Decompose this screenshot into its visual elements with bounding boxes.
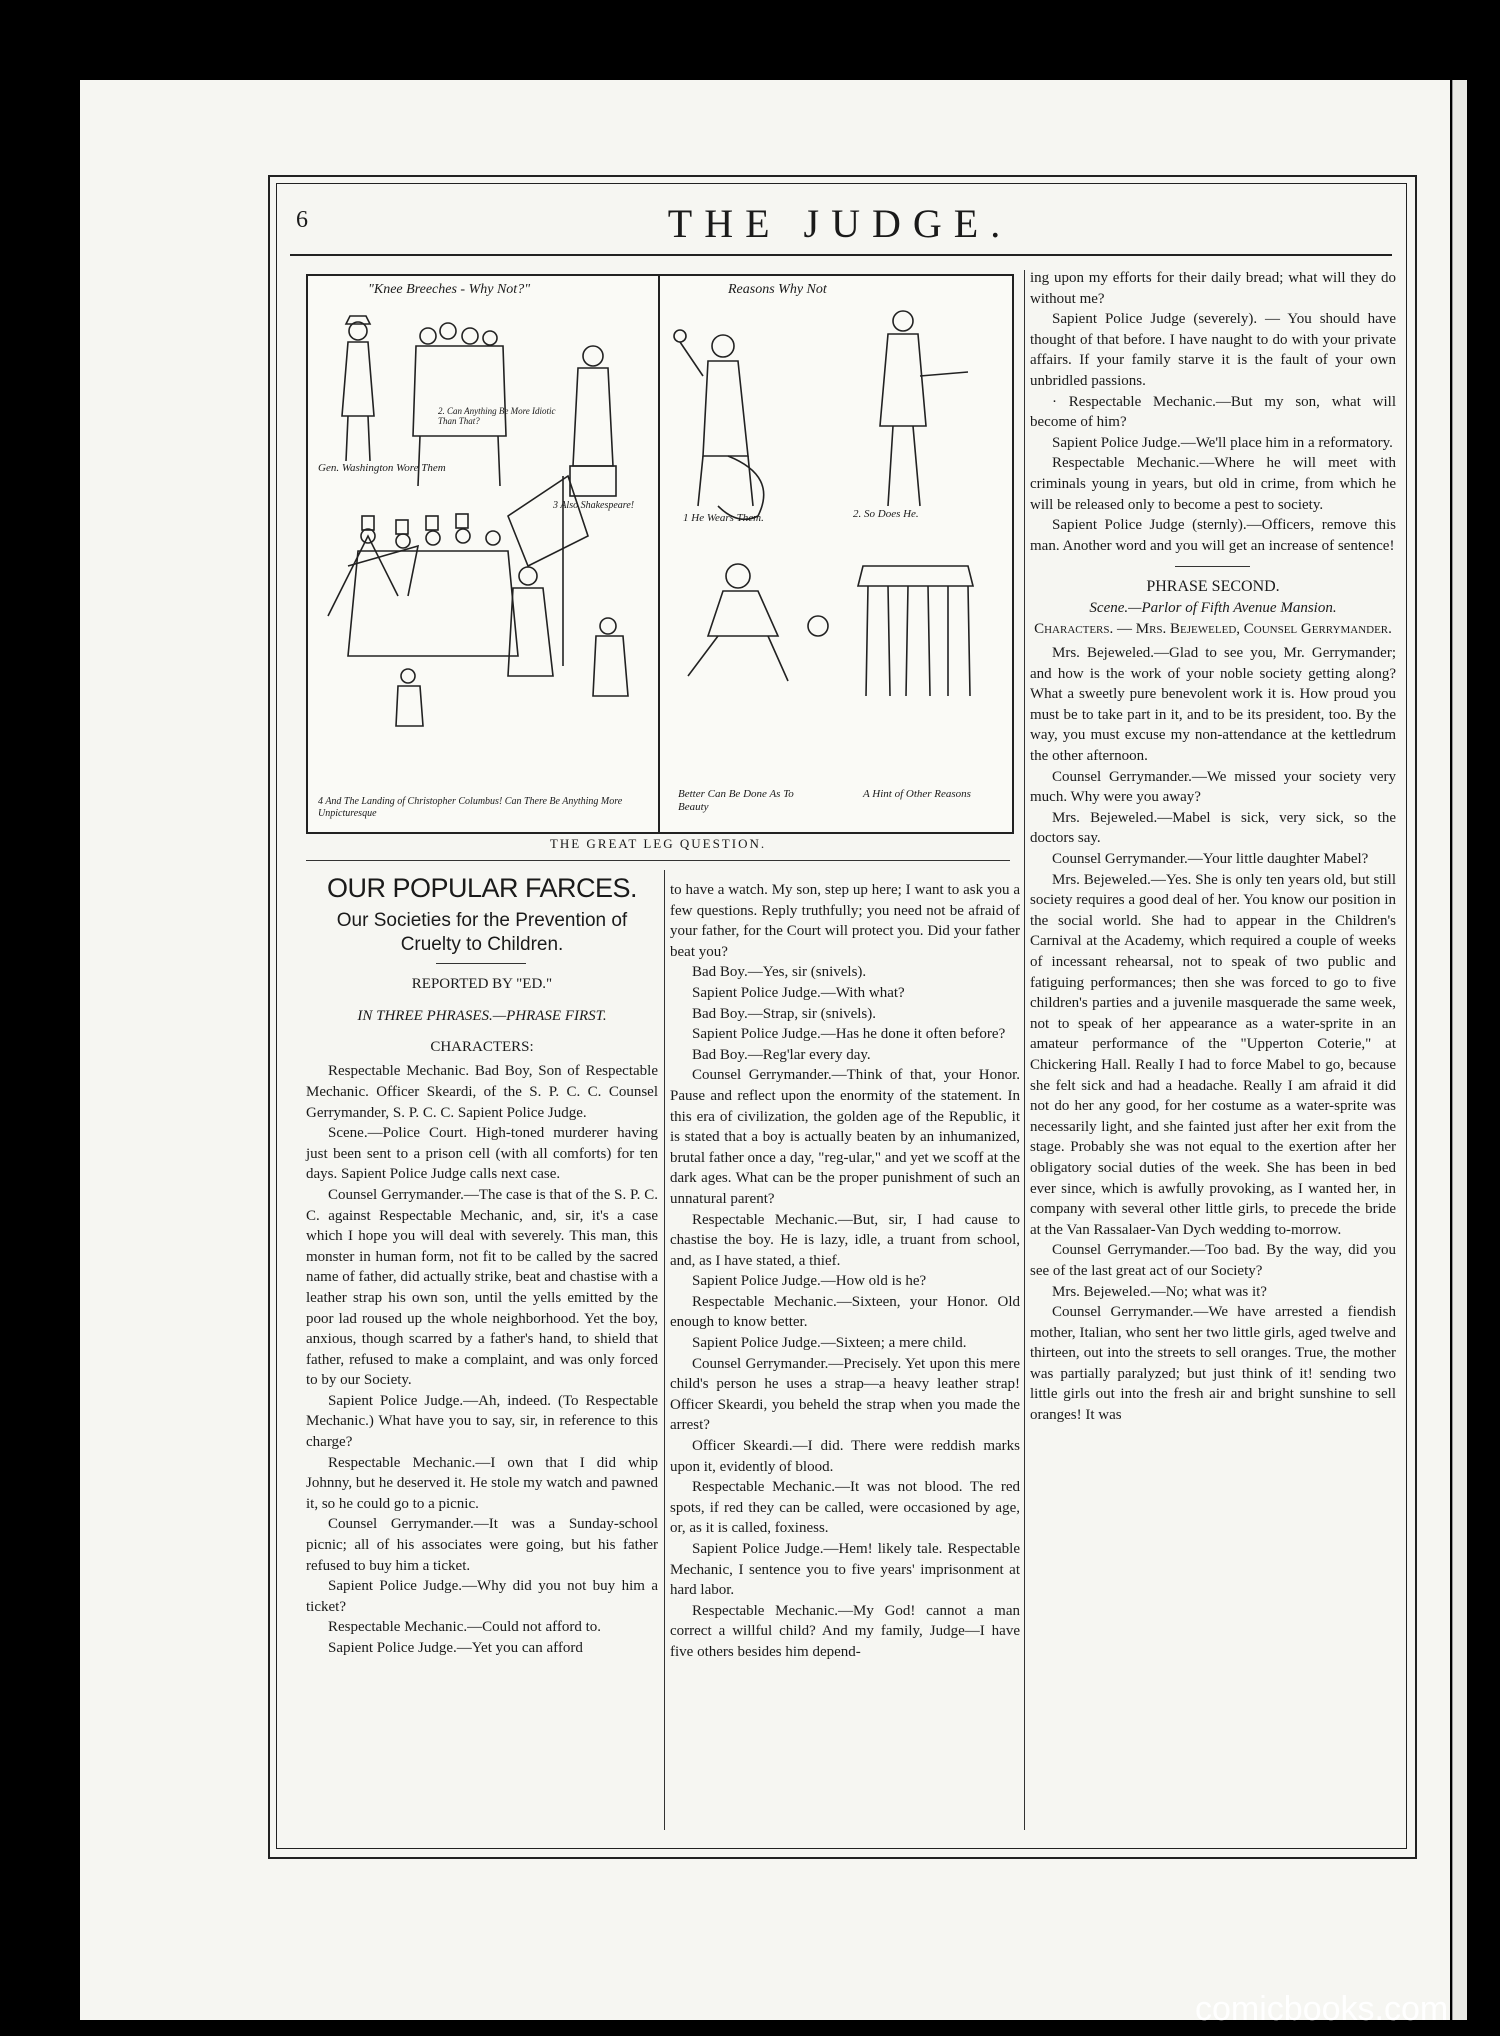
paragraph: Respectable Mechanic.—But, sir, I had cause to chastise the boy. He is lazy, idle, a truant from school, and, as I have stated, a thief. <box>670 1211 1020 1269</box>
section-divider <box>1175 566 1250 567</box>
paragraph: Sapient Police Judge.—Has he done it often before? <box>692 1026 1006 1043</box>
paragraph: Respectable Mechanic. Bad Boy, Son of Respectable Mechanic. Officer Skeardi, of the S. P. C. C. Counsel Gerrymander, S. P. C. C. Sapient Police Judge. <box>306 1063 658 1121</box>
label-hint: A Hint of Other Reasons <box>863 788 971 800</box>
paragraph: Respectable Mechanic.—Sixteen, your Honor. Old enough to know better. <box>670 1293 1020 1331</box>
paragraph: Sapient Police Judge.—How old is he? <box>692 1273 927 1290</box>
paragraph: Respectable Mechanic.—It was not blood. The red spots, if red they can be called, were occasioned by age, or, as it is called, foxiness. <box>670 1479 1020 1537</box>
paragraph: Counsel Gerrymander.—Precisely. Yet upon this mere child's person he uses a strap—a heavy leather strap! Officer Skeardi, you beheld the strap when you made the arrest? <box>670 1355 1020 1434</box>
paragraph: Sapient Police Judge (severely). — You should have thought of that before. I have naught to do with your private affairs. If your family starve it is the fault of your own unbridled passions. <box>1030 311 1396 389</box>
article-column-2 <box>670 880 1020 1663</box>
label-beauty: Better Can Be Done As To Beauty <box>678 788 794 813</box>
paragraph: Respectable Mechanic.—My God! cannot a man correct a willful child? And my family, Judge—I have five others besides him depend- <box>670 1602 1020 1660</box>
paragraph: Sapient Police Judge.—We'll place him in a reformatory. <box>1052 434 1393 451</box>
figure-man-on-rock <box>674 330 764 519</box>
column-rule-1 <box>664 870 665 1830</box>
label-washington: Gen. Washington Wore Them <box>318 462 446 474</box>
page-number: 6 <box>296 207 308 233</box>
paragraph: Sapient Police Judge.—Sixteen; a mere child. <box>692 1335 967 1352</box>
masthead-title: THE JUDGE. <box>667 201 1013 246</box>
cartoon-left-title: "Knee Breeches - Why Not?" <box>368 282 531 297</box>
paragraph: Respectable Mechanic.—I own that I did whip Johnny, but he deserved it. He stole my watch and pawned it, so he could go to a picnic. <box>306 1454 658 1512</box>
label-so-does-he: 2. So Does He. <box>853 508 919 520</box>
title-rule <box>436 963 526 964</box>
paragraph: Counsel Gerrymander.—It was a Sunday-school picnic; all of his associates were going, but his father refused to buy him a ticket. <box>306 1516 658 1574</box>
article-column-3 <box>1030 268 1396 1426</box>
figure-dancer <box>688 564 828 681</box>
figure-legs-row <box>858 566 973 696</box>
watermark: comicbooks.com <box>1195 1990 1449 2028</box>
label-idiotic: 2. Can Anything Be More Idiotic Than That? <box>438 406 556 426</box>
paragraph: Mrs. Bejeweled.—Yes. She is only ten years old, but still society requires a good deal of her. You know our position in the social world. She had to appear in the Children's Carnival at the Academy, which required a couple of weeks of incessant rehearsal, not to speak of two public and fatiguing performances; then she was forced to go to five children's parties and a juvenile masquerade the same week, not to speak of her appearance as a water-sprite in an amateur performance of the "Upperton Coterie," at Chickering Hall. Really I had to force Mabel to go, because she felt sick and had a headache. Really I am afraid it did not do her any good, for her costume as a water-sprite was necessarily light, and she fainted just after her exit from the stage. Probably she was not equal to the exertion after her obligatory social duties of the week. She has been in bed ever since, which is awfully provoking, as I wanted her, in company with several other little girls, to precede the bride at the Van Rassalaer-Van Dych wedding to-morrow. <box>1030 871 1396 1238</box>
phrase-second-heading: PHRASE SECOND. <box>1146 578 1280 596</box>
paragraph: · Respectable Mechanic.—But my son, what will become of him? <box>1030 393 1396 431</box>
figure-washington <box>342 316 374 461</box>
characters-heading: CHARACTERS: <box>430 1038 534 1055</box>
paragraph: Counsel Gerrymander.—Too bad. By the way, did you see of the last great act of our Society? <box>1030 1242 1396 1279</box>
paragraph: Sapient Police Judge.—With what? <box>692 984 905 1001</box>
scene-two: Scene.—Parlor of Fifth Avenue Mansion. <box>1089 599 1337 616</box>
paragraph: to have a watch. My son, step up here; I want to ask you a few questions. Reply truthfully; you need not be afraid of your father, for the Court will protect you. Did your father beat you? <box>670 882 1020 960</box>
label-shakespeare: 3 Also Shakespeare! <box>553 500 635 511</box>
paragraph: Mrs. Bejeweled.—No; what was it? <box>1052 1283 1267 1300</box>
paragraph: Mrs. Bejeweled.—Glad to see you, Mr. Gerrymander; and how is the work of your noble society getting along? What a sweetly pure benevolent work it is. How proud you must be to take part in it, and to be its president, too. By the way, you must excuse my non-attendance at the kettledrum the other afternoon. <box>1030 645 1396 765</box>
byline: REPORTED BY "ED." <box>411 975 553 992</box>
section-rule <box>306 860 1010 861</box>
cartoon-drawing <box>308 276 1012 832</box>
paragraph: Bad Boy.—Reg'lar every day. <box>692 1046 871 1063</box>
label-he-wears-them: 1 He Wears Them. <box>683 512 764 524</box>
paragraph: ing upon my efforts for their daily bread; what will they do without me? <box>1030 270 1396 307</box>
phrase-first-heading: IN THREE PHRASES.—PHRASE FIRST. <box>357 1008 607 1025</box>
cartoon-illustration <box>306 274 1014 834</box>
paragraph: Scene.—Police Court. High-toned murderer having just been sent to a prison cell (with all comforts) for ten days. Sapient Police Judge calls next case. <box>306 1125 658 1183</box>
header-rule <box>290 254 1392 256</box>
paragraph: Counsel Gerrymander.—We have arrested a fiendish mother, Italian, who sent her two little girls, aged twelve and thirteen, out into the streets to sell oranges. True, the mother was partially paralyzed; but just think of it! sending two little girls out into the fresh air and bright sunshine to sell oranges! It was <box>1030 1304 1396 1424</box>
paragraph: Counsel Gerrymander.—We missed your society very much. Why were you away? <box>1030 768 1396 806</box>
figure-shakespeare <box>570 346 616 496</box>
paragraph: Bad Boy.—Yes, sir (snivels). <box>692 964 867 981</box>
article-subtitle: Our Societies for the Prevention of Cruelty to Children. <box>336 909 628 955</box>
cartoon-right-title: Reasons Why Not <box>728 282 827 297</box>
paragraph: Bad Boy.—Strap, sir (snivels). <box>692 1005 877 1022</box>
column-rule-2 <box>1024 270 1025 1830</box>
paragraph: Sapient Police Judge.—Ah, indeed. (To Respectable Mechanic.) What have you to say, sir, in reference to this charge? <box>306 1392 658 1451</box>
paragraph: Respectable Mechanic.—Could not afford to. <box>328 1619 601 1636</box>
paragraph: Counsel Gerrymander.—The case is that of the S. P. C. C. against Respectable Mechanic, and, sir, it's a case which I hope you will deal with severely. This man, this monster in human form, not fit to be called by the sacred name of father, did actually strike, beat and chastise with a leather strap his own son, until the yells emitted by the poor lad roused up the whole neighborhood. Yet the boy, anxious, though scarred by a father's hand, to shield that father, refused to make a complaint, and was only forced to by our Society. <box>306 1186 658 1389</box>
label-columbus: 4 And The Landing of Christopher Columbus! Can There Be Anything More Unpicturesque <box>318 796 623 819</box>
paragraph: Officer Skeardi.—I did. There were reddish marks upon it, evidently of blood. <box>670 1438 1020 1475</box>
cartoon-caption: THE GREAT LEG QUESTION. <box>549 836 767 851</box>
characters-two: Characters. — Mrs. Bejeweled, Counsel Gerrymander. <box>1034 620 1392 637</box>
paragraph: Respectable Mechanic.—Where he will meet with criminals young in years, but old in crime, from which he will be released only to become a pest to society. <box>1030 455 1396 513</box>
paragraph: Mrs. Bejeweled.—Mabel is sick, very sick, so the doctors say. <box>1030 809 1396 847</box>
article-column-1 <box>306 872 658 1659</box>
figure-columbus-landing <box>328 476 628 726</box>
paragraph: Counsel Gerrymander.—Your little daughter Mabel? <box>1052 851 1369 868</box>
article-title: OUR POPULAR FARCES. <box>326 873 638 903</box>
paragraph: Sapient Police Judge.—Why did you not buy him a ticket? <box>306 1578 658 1615</box>
page-edge <box>1452 80 1467 2020</box>
paragraph: Counsel Gerrymander.—Think of that, your Honor. Pause and reflect upon the enormity of the statement. In this era of civilization, the golden age of the Republic, it is stated that a boy is actually beaten by an inhumanized, brutal father once a day, "reg-ular," and yet we scoff at the dark ages. What can be the proper punishment of such an unnatural parent? <box>670 1067 1020 1207</box>
paragraph: Sapient Police Judge.—Hem! likely tale. Respectable Mechanic, I sentence you to five years' imprisonment at hard labor. <box>670 1541 1020 1599</box>
figure-gentleman-standing <box>880 311 968 506</box>
paragraph: Sapient Police Judge (sternly).—Officers, remove this man. Another word and you will get an increase of sentence! <box>1030 517 1396 554</box>
paragraph: Sapient Police Judge.—Yet you can afford <box>328 1640 583 1656</box>
